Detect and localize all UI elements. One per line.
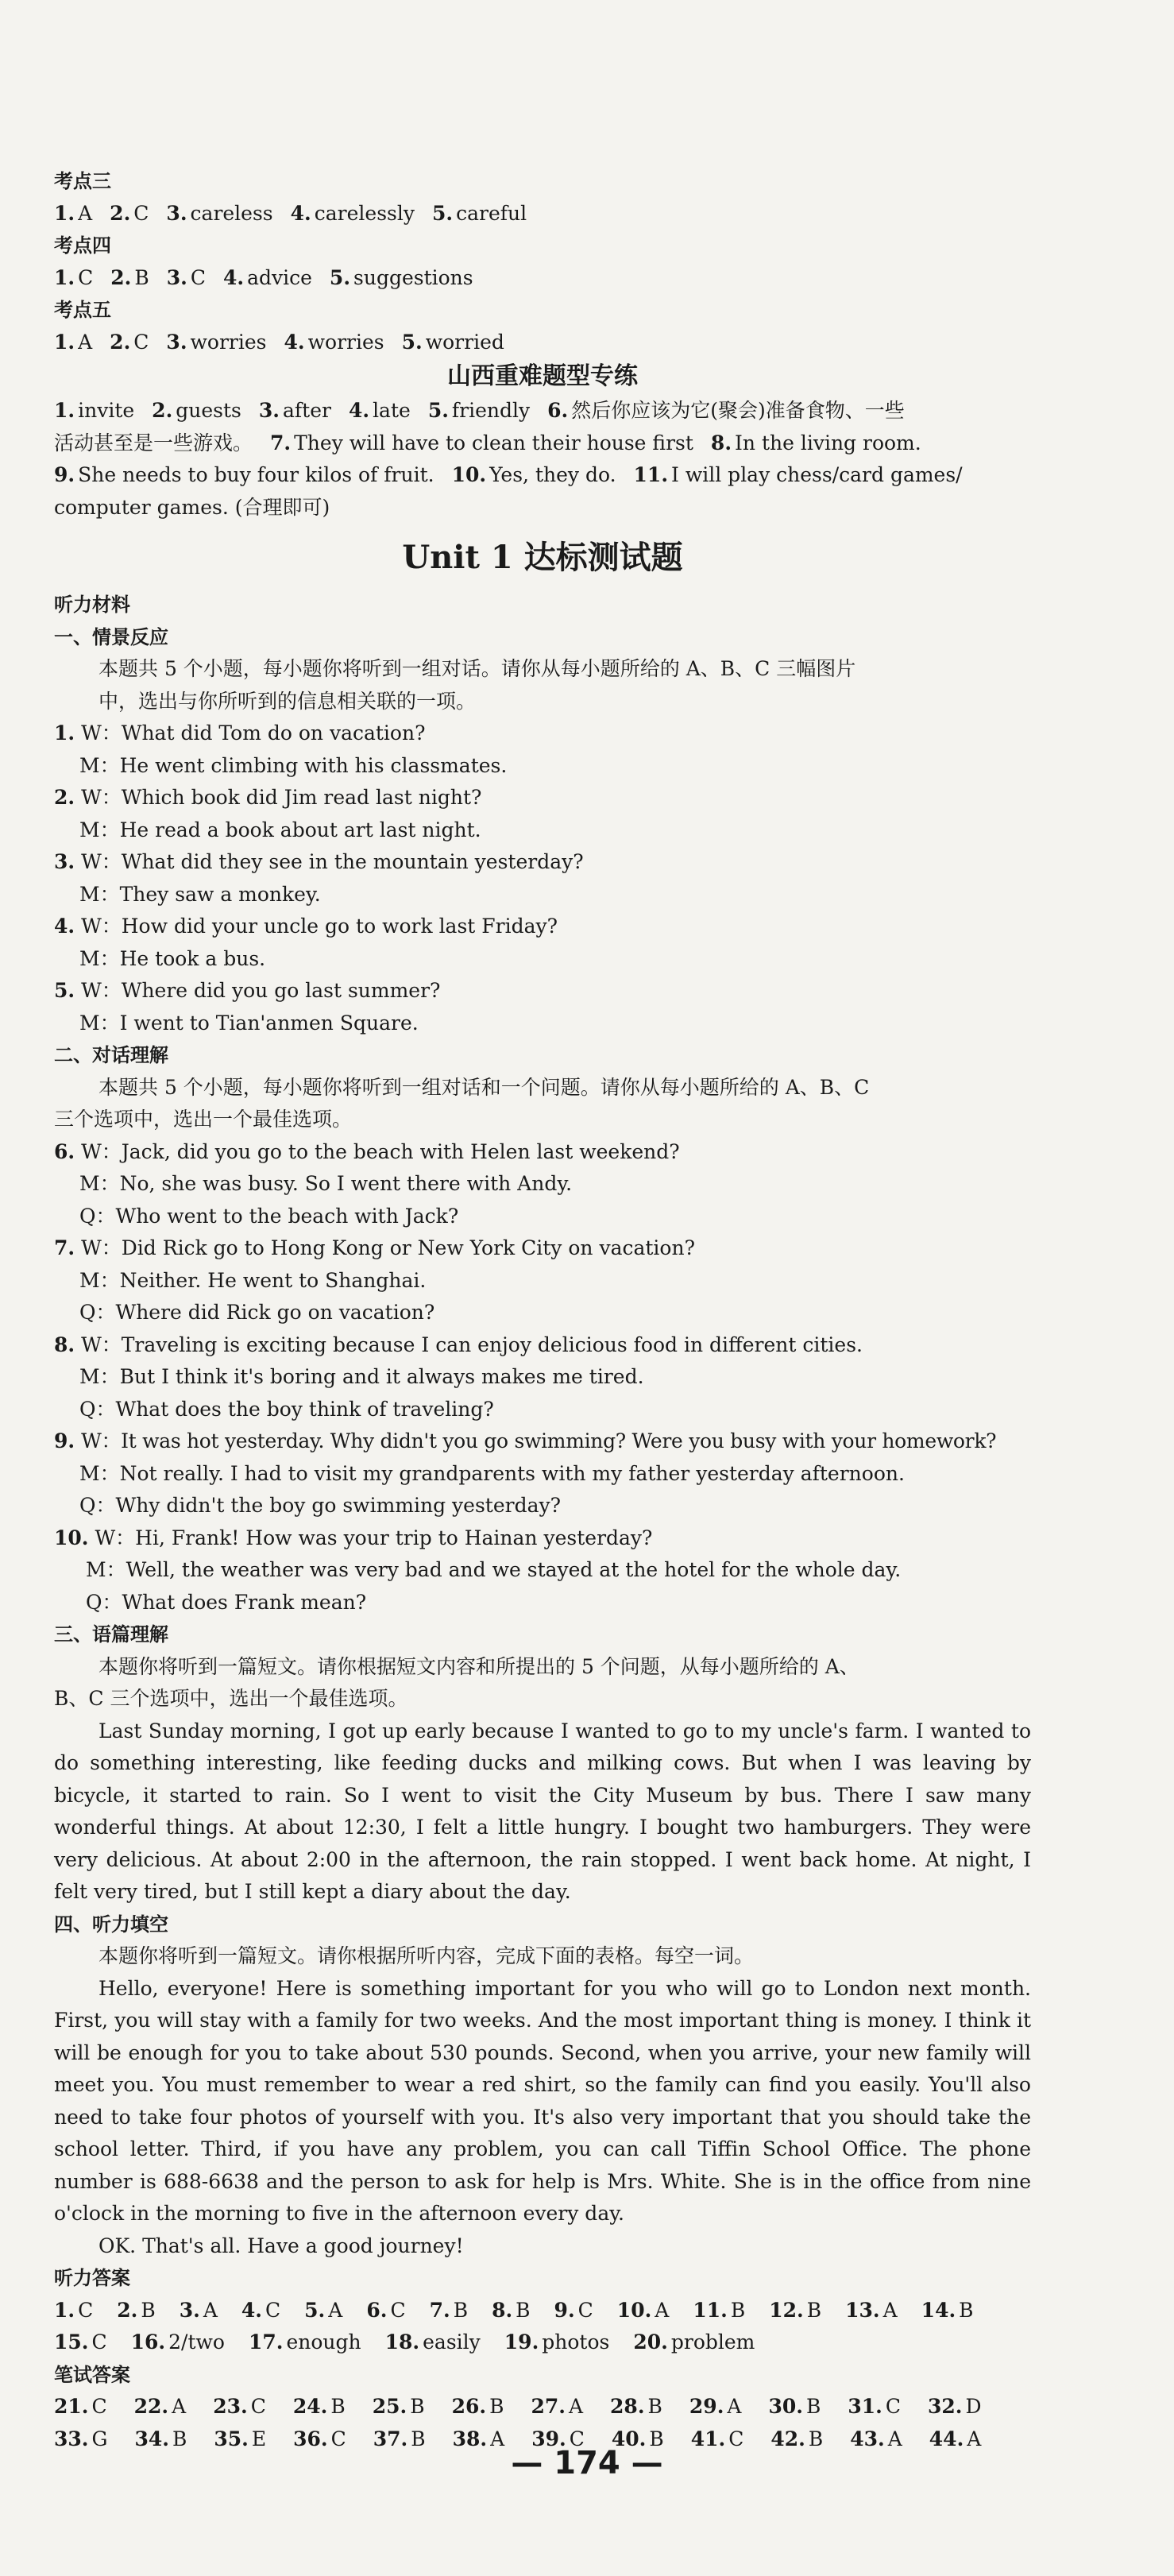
answer-number: 5. xyxy=(431,201,454,225)
answer-value: photos xyxy=(542,2330,610,2354)
answer-value: B xyxy=(730,2298,746,2322)
answer-item xyxy=(304,2299,342,2322)
answer-item xyxy=(693,2299,745,2322)
question-9-m: M：Not really. I had to visit my grandparents with my father yesterday afternoon. xyxy=(79,1461,905,1485)
answer-number: 3. xyxy=(166,330,187,354)
kaodian5-title: 考点五 xyxy=(54,299,111,321)
answer-value: suggestions xyxy=(353,265,473,289)
answer-value: C xyxy=(250,2395,266,2418)
answer-number: 6. xyxy=(547,399,569,422)
answer-item xyxy=(117,2299,155,2322)
answer-value: C xyxy=(133,330,149,354)
part2-title: 二、对话理解 xyxy=(54,1044,168,1066)
answer-number: 3. xyxy=(258,399,280,422)
question-4-w xyxy=(54,911,1031,943)
answer-item xyxy=(366,2299,405,2322)
answer-item xyxy=(689,2395,742,2418)
answer-value: B xyxy=(141,2298,156,2322)
shanxi-line4: computer games. (合理即可) xyxy=(54,495,330,519)
part4-title: 四、听力填空 xyxy=(54,1913,168,1936)
answer-number: 8. xyxy=(710,431,732,454)
answer-item xyxy=(504,2330,610,2354)
answer-item xyxy=(213,2395,266,2418)
question-number: 1. xyxy=(54,721,75,745)
dialog-line: W：It was hot yesterday. Why didn't you go swimming? Were you busy with your homework? xyxy=(81,1429,997,1452)
answer-value: B xyxy=(330,2395,346,2418)
answer-item xyxy=(284,331,384,354)
answer-number: 6. xyxy=(366,2298,388,2322)
question-5-m: M：I went to Tian'anmen Square. xyxy=(79,1011,419,1035)
question-10-m: M：Well, the weather was very bad and we stayed at the hotel for the whole day. xyxy=(86,1558,902,1581)
answer-number: 2. xyxy=(110,265,132,289)
answer-number: 3. xyxy=(166,265,187,289)
answer-value: B xyxy=(489,2395,504,2418)
answer-number: 44. xyxy=(929,2427,964,2450)
answer-item xyxy=(373,2395,425,2418)
question-3-m: M：They saw a monkey. xyxy=(79,882,321,906)
question-5-w xyxy=(54,975,1031,1008)
question-8-q: Q：What does the boy think of traveling? xyxy=(79,1397,494,1421)
answer-value: C xyxy=(91,2395,107,2418)
answer-number: 3. xyxy=(166,201,187,225)
answer-value: A xyxy=(203,2298,218,2322)
answer-item xyxy=(223,266,312,289)
answer-item xyxy=(349,399,411,422)
answer-item xyxy=(54,266,93,289)
written-answers-row1 xyxy=(54,2391,1031,2423)
answer-value: after xyxy=(283,399,331,422)
question-number: 9. xyxy=(54,1429,75,1452)
answer-number: 12. xyxy=(769,2298,804,2322)
answer-number: 15. xyxy=(54,2330,89,2354)
answer-value: A xyxy=(490,2427,505,2450)
answer-item xyxy=(131,2330,225,2354)
answer-value: C xyxy=(91,2330,107,2354)
answer-value: A xyxy=(887,2427,902,2450)
answer-item xyxy=(428,399,530,422)
answer-value: Yes, they do. xyxy=(489,463,616,486)
answer-item xyxy=(711,431,921,454)
answer-value: friendly xyxy=(451,399,531,422)
answer-item xyxy=(848,2395,901,2418)
answer-value: C xyxy=(78,265,94,289)
answer-value: B xyxy=(806,2298,822,2322)
answer-value: A xyxy=(172,2395,187,2418)
answer-number: 7. xyxy=(270,431,292,454)
dialog-line: W：Did Rick go to Hong Kong or New York City on vacation? xyxy=(81,1236,695,1259)
answer-value: guests xyxy=(176,399,241,422)
answer-number: 8. xyxy=(492,2298,513,2322)
answer-item xyxy=(531,2395,583,2418)
answer-number: 34. xyxy=(134,2427,169,2450)
answer-value: C xyxy=(569,2427,585,2450)
answer-number: 40. xyxy=(611,2427,647,2450)
answer-value: careful xyxy=(456,201,527,225)
answer-value: They will have to clean their house first xyxy=(294,431,693,454)
page-number: — 174 — xyxy=(511,2445,663,2481)
question-7-m: M：Neither. He went to Shanghai. xyxy=(79,1268,427,1292)
part4-passage: Hello, everyone! Here is something important for you who will go to London next month. First, you will stay with a family for two weeks. And the most important thing is money. I think it will be enough for you to take about 530 pounds. Second, when you arrive, your new family will meet you. You must remember to wear a red shirt, so the family can find you easily. You'll also need to take four photos of yourself with you. It's also very important that you should take the school letter. Third, if you have any problem, you can call Tiffin School Office. The phone number is 688-6638 and the person to ask for help is Mrs. White. She is in the office from nine o'clock in the morning to five in the afternoon every day. xyxy=(54,1976,1031,2225)
answer-number: 30. xyxy=(768,2395,803,2418)
answer-item xyxy=(152,399,241,422)
answer-value: C xyxy=(190,265,206,289)
answer-number: 1. xyxy=(54,201,75,225)
answer-item xyxy=(259,399,331,422)
dialog-line: W：What did they see in the mountain yesterday? xyxy=(81,850,584,873)
answer-item xyxy=(432,202,527,225)
answer-value: enough xyxy=(286,2330,361,2354)
answer-value: 然后你应该为它(聚会)准备食物、一些 xyxy=(571,399,905,422)
question-2-w xyxy=(54,782,1031,814)
answer-value: worried xyxy=(425,330,504,354)
part3-title: 三、语篇理解 xyxy=(54,1623,168,1646)
shanxi-line2-items xyxy=(270,431,939,454)
question-number: 4. xyxy=(54,915,75,938)
answer-number: 9. xyxy=(554,2298,575,2322)
answer-value: B xyxy=(134,265,149,289)
question-10-w xyxy=(54,1522,1031,1555)
answer-value: late xyxy=(373,399,411,422)
dialog-line: W：How did your uncle go to work last Friday? xyxy=(81,915,558,938)
answer-number: 4. xyxy=(222,265,245,289)
question-6-w xyxy=(54,1136,1031,1169)
answer-value: worries xyxy=(190,330,267,354)
answer-value: B xyxy=(959,2298,974,2322)
answer-item xyxy=(110,266,149,289)
answer-value: B xyxy=(649,2427,664,2450)
question-10-q: Q：What does Frank mean? xyxy=(86,1590,367,1614)
answer-number: 1. xyxy=(54,330,75,354)
answer-value: D xyxy=(965,2395,982,2418)
answer-item xyxy=(452,2395,504,2418)
answer-value: A xyxy=(727,2395,742,2418)
answer-item xyxy=(293,2395,346,2418)
answer-item xyxy=(547,399,905,422)
answer-number: 10. xyxy=(616,2298,652,2322)
answer-value: worries xyxy=(307,330,384,354)
answer-number: 35. xyxy=(214,2427,249,2450)
answer-number: 5. xyxy=(401,330,423,354)
answer-number: 2. xyxy=(152,399,173,422)
answer-value: careless xyxy=(190,201,273,225)
answer-value: B xyxy=(516,2298,531,2322)
answer-value: B xyxy=(411,2427,426,2450)
kaodian4-answers xyxy=(54,262,1031,295)
written-answers-title: 笔试答案 xyxy=(54,2363,130,2386)
answer-value: In the living room. xyxy=(735,431,921,454)
answer-number: 3. xyxy=(179,2298,200,2322)
part1-title: 一、情景反应 xyxy=(54,625,168,648)
answer-number: 26. xyxy=(451,2395,487,2418)
answer-value: C xyxy=(577,2298,593,2322)
answer-value: C xyxy=(728,2427,744,2450)
answer-value: invite xyxy=(78,399,135,422)
answer-item xyxy=(166,202,272,225)
answer-value: C xyxy=(133,201,149,225)
question-number: 10. xyxy=(54,1526,89,1549)
answer-item xyxy=(54,399,134,422)
dialog-line: W：Where did you go last summer? xyxy=(81,979,441,1002)
listening-answers-title: 听力答案 xyxy=(54,2267,130,2289)
answer-value: C xyxy=(885,2395,901,2418)
question-7-q: Q：Where did Rick go on vacation? xyxy=(79,1301,435,1324)
question-7-w xyxy=(54,1232,1031,1265)
answer-number: 19. xyxy=(504,2330,539,2354)
part3-passage: Last Sunday morning, I got up early because I wanted to go to my uncle's farm. I wanted to do something interesting, like feeding ducks and milking cows. But when I was leaving by bicycle, it started to rain. So I went to visit the City Museum by bus. There I saw many wonderful things. At about 12:30, I felt a little hungry. I bought two hamburgers. They were very delicious. At about 2:00 in the afternoon, the rain stopped. I went back home. At night, I felt very tired, but I still kept a diary about the day. xyxy=(54,1719,1031,1903)
answer-item xyxy=(768,2395,821,2418)
answer-number: 1. xyxy=(54,399,75,422)
answer-number: 11. xyxy=(693,2298,728,2322)
answer-value: B xyxy=(805,2395,821,2418)
answer-number: 2. xyxy=(117,2298,138,2322)
kaodian5-answers xyxy=(54,327,1031,359)
question-number: 5. xyxy=(54,979,75,1002)
answer-item xyxy=(452,463,616,486)
shanxi-line3 xyxy=(54,459,1031,492)
answer-number: 24. xyxy=(292,2395,328,2418)
answer-number: 4. xyxy=(241,2298,263,2322)
answer-number: 11. xyxy=(633,463,669,486)
answer-item xyxy=(54,331,92,354)
answer-number: 38. xyxy=(452,2427,488,2450)
question-number: 3. xyxy=(54,850,75,873)
answer-page xyxy=(54,165,1031,2455)
answer-number: 17. xyxy=(248,2330,284,2354)
part1-intro-line2: 中，选出与你所听到的信息相关联的一项。 xyxy=(98,689,477,713)
answer-item xyxy=(430,2299,468,2322)
answer-value: C xyxy=(390,2298,406,2322)
question-number: 7. xyxy=(54,1236,75,1259)
answer-number: 22. xyxy=(133,2395,169,2418)
answer-number: 23. xyxy=(213,2395,248,2418)
dialog-line: W：Hi, Frank! How was your trip to Hainan yesterday? xyxy=(95,1526,653,1549)
answer-number: 2. xyxy=(110,201,131,225)
answer-number: 14. xyxy=(921,2298,956,2322)
answer-number: 10. xyxy=(451,463,487,486)
part2-intro-line1: 本题共 5 个小题，每小题你将听到一组对话和一个问题。请你从每小题所给的 A、B、C xyxy=(98,1075,870,1099)
answer-value: 2/two xyxy=(168,2330,225,2354)
answer-number: 25. xyxy=(372,2395,407,2418)
question-1-m: M：He went climbing with his classmates. xyxy=(79,753,508,777)
part1-intro-line1: 本题共 5 个小题，每小题你将听到一组对话。请你从每小题所给的 A、B、C 三幅图片 xyxy=(98,657,856,680)
part4-intro: 本题你将听到一篇短文。请你根据所听内容，完成下面的表格。每空一词。 xyxy=(98,1944,755,1967)
question-6-q: Q：Who went to the beach with Jack? xyxy=(79,1204,459,1228)
answer-item xyxy=(554,2299,593,2322)
kaodian3-title: 考点三 xyxy=(54,170,111,192)
answer-item xyxy=(167,266,206,289)
listening-answers-row1 xyxy=(54,2295,1031,2327)
answer-item xyxy=(249,2330,361,2354)
part2-intro-line2: 三个选项中，选出一个最佳选项。 xyxy=(54,1108,353,1131)
answer-value: E xyxy=(251,2427,267,2450)
answer-value: A xyxy=(967,2427,982,2450)
answer-number: 31. xyxy=(848,2395,882,2418)
unit-title: Unit 1 达标测试题 xyxy=(402,539,683,576)
answer-item xyxy=(166,331,266,354)
answer-number: 1. xyxy=(54,2298,75,2322)
listening-answers-row2 xyxy=(54,2327,1031,2359)
answer-value: A xyxy=(882,2298,898,2322)
answer-number: 43. xyxy=(850,2427,885,2450)
answer-number: 18. xyxy=(384,2330,420,2354)
question-3-w xyxy=(54,846,1031,879)
answer-value: B xyxy=(410,2395,425,2418)
question-number: 2. xyxy=(54,786,75,809)
answer-number: 13. xyxy=(845,2298,880,2322)
answer-value: B xyxy=(647,2395,662,2418)
answer-number: 42. xyxy=(770,2427,805,2450)
answer-item xyxy=(110,331,149,354)
answer-item xyxy=(54,2395,107,2418)
answer-value: C xyxy=(265,2298,281,2322)
question-4-m: M：He took a bus. xyxy=(79,946,266,970)
shanxi-line1 xyxy=(54,395,1031,427)
answer-number: 16. xyxy=(130,2330,166,2354)
answer-number: 28. xyxy=(610,2395,645,2418)
dialog-line: W：Which book did Jim read last night? xyxy=(81,786,482,809)
dialog-line: W：Traveling is exciting because I can enjoy delicious food in different cities. xyxy=(81,1332,863,1356)
answer-number: 4. xyxy=(290,201,311,225)
answer-item xyxy=(180,2299,218,2322)
answer-item xyxy=(241,2299,280,2322)
answer-value: A xyxy=(78,201,93,225)
answer-value: easily xyxy=(423,2330,481,2354)
answer-number: 39. xyxy=(531,2427,566,2450)
answer-item xyxy=(769,2299,821,2322)
answer-number: 21. xyxy=(54,2395,89,2418)
answer-item xyxy=(402,331,504,354)
answer-item xyxy=(54,2299,93,2322)
answer-item xyxy=(617,2299,670,2322)
answer-number: 7. xyxy=(429,2298,450,2322)
shanxi-line2-pre: 活动甚至是一些游戏。 xyxy=(54,431,253,454)
answer-item xyxy=(610,2395,662,2418)
part3-intro-line1: 本题你将听到一篇短文。请你根据短文内容和所提出的 5 个问题，从每小题所给的 A、 xyxy=(98,1654,859,1678)
answer-number: 33. xyxy=(54,2427,89,2450)
answer-item xyxy=(492,2299,530,2322)
answer-number: 1. xyxy=(54,265,75,289)
answer-number: 4. xyxy=(284,330,305,354)
answer-item xyxy=(291,202,415,225)
question-8-w xyxy=(54,1329,1031,1362)
answer-value: advice xyxy=(247,265,312,289)
question-9-w xyxy=(54,1425,1031,1458)
answer-number: 5. xyxy=(329,265,351,289)
answer-number: 9. xyxy=(54,463,75,486)
shanxi-heading: 山西重难题型专练 xyxy=(447,362,638,390)
answer-value: She needs to buy four kilos of fruit. xyxy=(78,463,434,486)
answer-item xyxy=(54,463,434,486)
answer-item xyxy=(110,202,149,225)
question-6-m: M：No, she was busy. So I went there with Andy. xyxy=(79,1172,573,1195)
answer-number: 5. xyxy=(304,2298,326,2322)
answer-value: A xyxy=(655,2298,670,2322)
answer-item xyxy=(634,463,963,486)
answer-item xyxy=(134,2395,187,2418)
question-1-w xyxy=(54,717,1031,750)
answer-item xyxy=(633,2330,755,2354)
answer-number: 36. xyxy=(293,2427,328,2450)
answer-item xyxy=(330,266,473,289)
answer-value: C xyxy=(78,2298,94,2322)
answer-item xyxy=(845,2299,898,2322)
answer-value: A xyxy=(78,330,93,354)
answer-value: I will play chess/card games/ xyxy=(671,463,963,486)
answer-number: 20. xyxy=(633,2330,668,2354)
answer-item xyxy=(921,2299,974,2322)
answer-number: 2. xyxy=(110,330,131,354)
answer-value: B xyxy=(453,2298,469,2322)
answer-number: 27. xyxy=(531,2395,566,2418)
shanxi-line2 xyxy=(54,427,1031,460)
answer-item xyxy=(54,2330,107,2354)
answer-value: G xyxy=(91,2427,108,2450)
answer-number: 4. xyxy=(348,399,370,422)
answer-item xyxy=(54,202,92,225)
question-number: 6. xyxy=(54,1139,75,1163)
answer-item xyxy=(928,2395,982,2418)
dialog-line: W：Jack, did you go to the beach with Helen last weekend? xyxy=(81,1139,680,1163)
answer-value: problem xyxy=(670,2330,755,2354)
answer-value: A xyxy=(568,2395,584,2418)
answer-value: A xyxy=(328,2298,343,2322)
answer-value: carelessly xyxy=(314,201,415,225)
dialog-line: W：What did Tom do on vacation? xyxy=(81,721,426,745)
question-9-q: Q：Why didn't the boy go swimming yesterday? xyxy=(79,1494,562,1517)
question-2-m: M：He read a book about art last night. xyxy=(79,818,481,841)
answer-number: 37. xyxy=(373,2427,408,2450)
answer-value: B xyxy=(172,2427,187,2450)
answer-number: 5. xyxy=(427,399,449,422)
answer-item xyxy=(385,2330,481,2354)
part4-closing: OK. That's all. Have a good journey! xyxy=(98,2234,464,2257)
kaodian3-answers xyxy=(54,198,1031,230)
part3-intro-line2: B、C 三个选项中，选出一个最佳选项。 xyxy=(54,1687,408,1710)
listening-material-label: 听力材料 xyxy=(54,594,130,616)
answer-number: 32. xyxy=(927,2395,963,2418)
answer-number: 41. xyxy=(690,2427,726,2450)
answer-value: B xyxy=(808,2427,824,2450)
answer-item xyxy=(270,431,693,454)
question-8-m: M：But I think it's boring and it always makes me tired. xyxy=(79,1365,644,1388)
answer-number: 29. xyxy=(689,2395,724,2418)
question-number: 8. xyxy=(54,1332,75,1356)
answer-value: C xyxy=(330,2427,346,2450)
kaodian4-title: 考点四 xyxy=(54,234,111,257)
